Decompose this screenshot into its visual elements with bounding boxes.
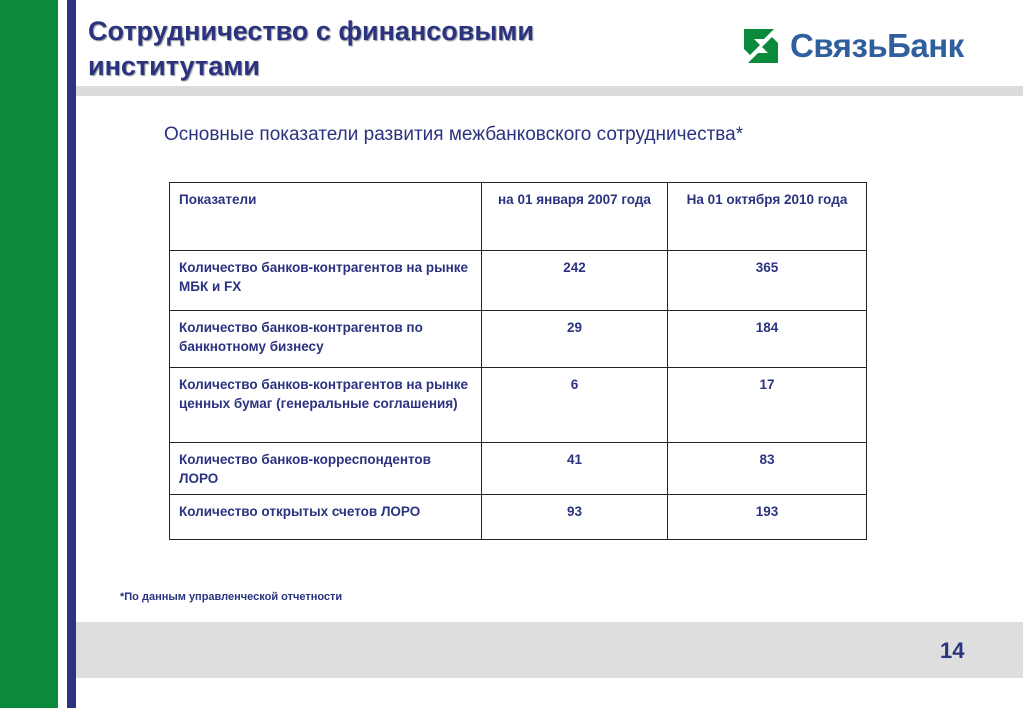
value-oct-2010: 184 [668, 311, 867, 368]
table-row [170, 368, 867, 443]
header-jan-2007: на 01 января 2007 года [482, 183, 668, 251]
page-number: 14 [940, 638, 965, 663]
slide-title [88, 14, 534, 84]
row-label: Количество банков-контрагентов по банкнотному бизнесу [170, 311, 482, 368]
left-green-stripe [0, 0, 58, 708]
value-jan-2007: 6 [482, 368, 668, 443]
value-oct-2010: 365 [668, 251, 867, 311]
row-label: Количество открытых счетов ЛОРО [170, 495, 482, 540]
value-jan-2007: 93 [482, 495, 668, 540]
table-row [170, 443, 867, 495]
value-oct-2010: 17 [668, 368, 867, 443]
value-jan-2007: 29 [482, 311, 668, 368]
slide-title-line-2: институтами [88, 51, 260, 81]
bank-logo [740, 24, 964, 68]
table-row [170, 311, 867, 368]
left-white-stripe [58, 0, 67, 708]
table-row [170, 495, 867, 540]
footer-band [76, 622, 1023, 678]
value-oct-2010: 83 [668, 443, 867, 495]
slide-subtitle: Основные показатели развития межбанковского сотрудничества* [164, 124, 744, 145]
footnote: *По данным управленческой отчетности [120, 591, 343, 603]
table-header-row [170, 183, 867, 251]
header-divider [76, 86, 1023, 96]
row-label: Количество банков-корреспондентов ЛОРО [170, 443, 482, 495]
bank-logo-text: СвязьБанк [790, 27, 964, 64]
indicators-table [169, 182, 867, 540]
row-label: Количество банков-контрагентов на рынке МБК и FX [170, 251, 482, 311]
value-jan-2007: 41 [482, 443, 668, 495]
left-navy-stripe [67, 0, 76, 708]
svyaz-bank-s-emblem-icon [740, 25, 782, 67]
value-jan-2007: 242 [482, 251, 668, 311]
row-label: Количество банков-контрагентов на рынке ценных бумаг (генеральные соглашения) [170, 368, 482, 443]
table-row [170, 251, 867, 311]
header-oct-2010: На 01 октября 2010 года [668, 183, 867, 251]
header-indicators: Показатели [170, 183, 482, 251]
value-oct-2010: 193 [668, 495, 867, 540]
slide-title-line-1: Сотрудничество с финансовыми [88, 16, 534, 46]
